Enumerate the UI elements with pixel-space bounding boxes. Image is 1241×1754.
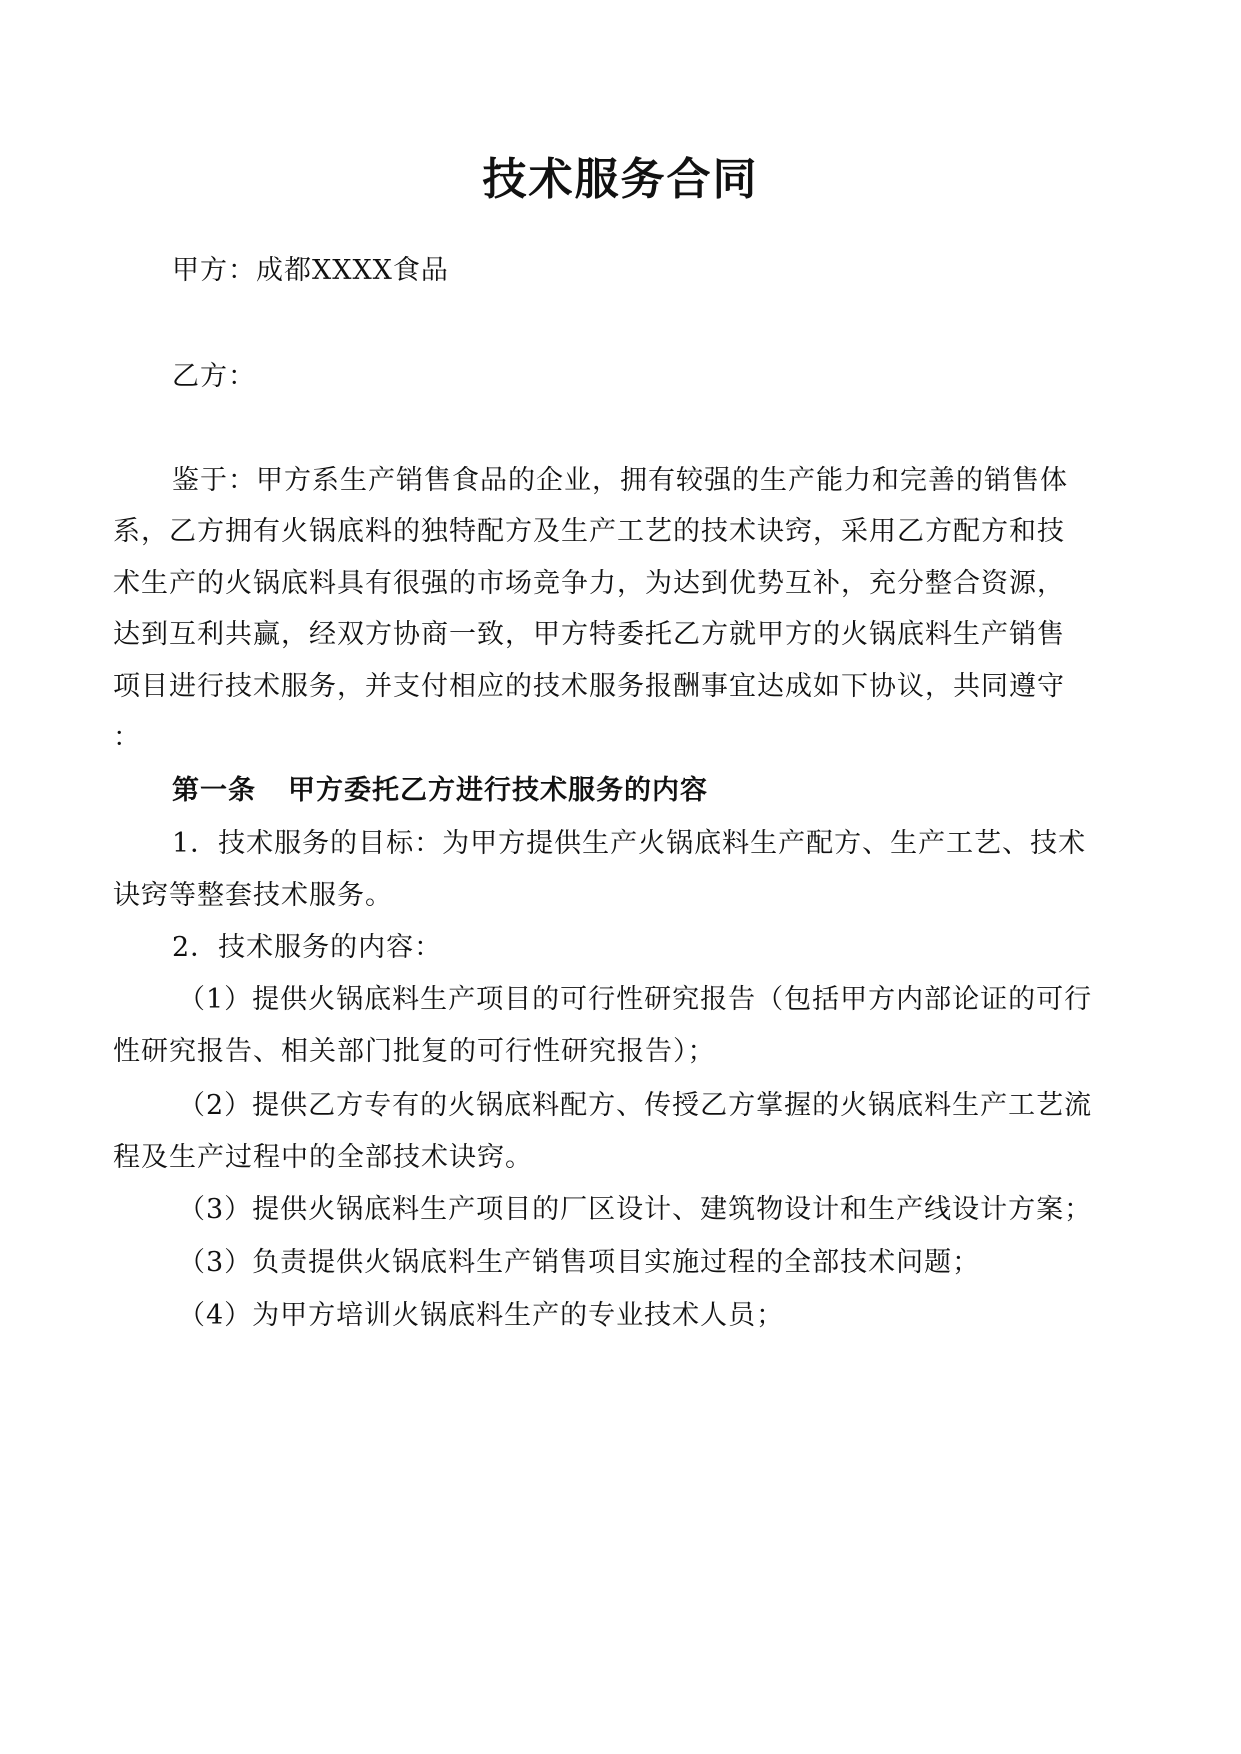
sub-item-1-line-2: 性研究报告、相关部门批复的可行性研究报告）； xyxy=(113,1036,716,1067)
item-1-line-2: 诀窍等整套技术服务。 xyxy=(113,880,393,911)
party-a: 甲方：成都XXXX食品 xyxy=(172,255,449,286)
preamble-line-4: 达到互利共赢，经双方协商一致，甲方特委托乙方就甲方的火锅底料生产销售 xyxy=(113,619,1065,650)
article-1-number: 第一条 xyxy=(172,775,256,806)
party-b: 乙方： xyxy=(172,361,256,392)
item-1-line-1: 1．技术服务的目标：为甲方提供生产火锅底料生产配方、生产工艺、技术 xyxy=(172,828,1087,859)
item-2: 2．技术服务的内容： xyxy=(172,932,443,963)
article-1-title: 甲方委托乙方进行技术服务的内容 xyxy=(288,775,708,806)
document-title: 技术服务合同 xyxy=(482,154,759,205)
preamble-line-1: 鉴于：甲方系生产销售食品的企业，拥有较强的生产能力和完善的销售体 xyxy=(172,465,1068,496)
article-1-heading xyxy=(172,771,1132,811)
sub-item-3b: （3）负责提供火锅底料生产销售项目实施过程的全部技术问题； xyxy=(178,1247,981,1278)
sub-item-2-line-2: 程及生产过程中的全部技术诀窍。 xyxy=(113,1142,533,1173)
preamble-line-5: 项目进行技术服务，并支付相应的技术服务报酬事宜达成如下协议，共同遵守 xyxy=(113,671,1065,702)
preamble-line-6: ： xyxy=(113,722,141,753)
sub-item-2-line-1: （2）提供乙方专有的火锅底料配方、传授乙方掌握的火锅底料生产工艺流 xyxy=(178,1090,1093,1121)
sub-item-4: （4）为甲方培训火锅底料生产的专业技术人员； xyxy=(178,1300,785,1331)
sub-item-1-line-1: （1）提供火锅底料生产项目的可行性研究报告（包括甲方内部论证的可行 xyxy=(178,984,1093,1015)
preamble-line-2: 系，乙方拥有火锅底料的独特配方及生产工艺的技术诀窍，采用乙方配方和技 xyxy=(113,516,1065,547)
preamble-line-3: 术生产的火锅底料具有很强的市场竞争力，为达到优势互补，充分整合资源， xyxy=(113,568,1065,599)
sub-item-3a: （3）提供火锅底料生产项目的厂区设计、建筑物设计和生产线设计方案； xyxy=(178,1194,1093,1225)
